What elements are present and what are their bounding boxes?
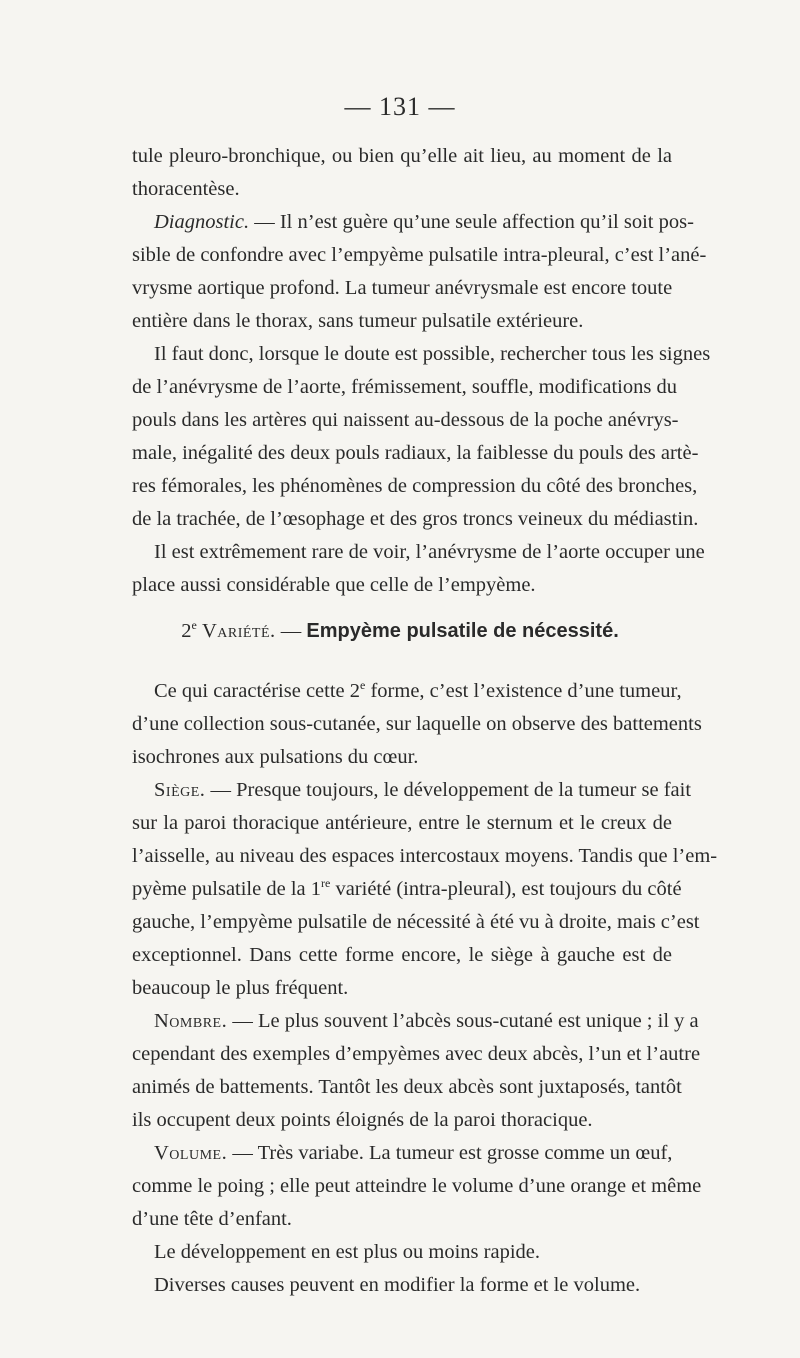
text-line: d’une tête d’enfant. — [132, 1208, 292, 1230]
text-line: place aussi considérable que celle de l’empyème. — [132, 574, 536, 596]
volume-heading: Volume. — [154, 1142, 228, 1164]
text-run: forme, c’est l’existence d’une tumeur, — [365, 680, 682, 702]
text-line: Il faut donc, lorsque le doute est possible, rechercher tous les signes — [154, 343, 711, 365]
section-heading — [0, 615, 800, 648]
text-line: comme le poing ; elle peut atteindre le volume d’une orange et même — [132, 1175, 702, 1197]
nombre-heading: Nombre. — [154, 1010, 228, 1032]
text-line — [132, 1005, 699, 1038]
text-line: de la trachée, de l’œsophage et des gros troncs veineux du médiastin. — [132, 508, 699, 530]
text-line: entière dans le thorax, sans tumeur pulsatile extérieure. — [132, 310, 584, 332]
text-line: vrysme aortique profond. La tumeur anévrysmale est encore toute — [132, 277, 673, 299]
text-line: animés de battements. Tantôt les deux abcès sont juxtaposés, tantôt — [132, 1076, 682, 1098]
text-line — [132, 206, 694, 239]
heading-ordinal-sup: e — [191, 618, 197, 633]
text-line — [132, 1137, 672, 1170]
heading-ordinal: 2 — [181, 620, 192, 642]
superscript: e — [360, 678, 366, 693]
page-number: — 131 — — [344, 92, 456, 121]
heading-label: Variété. — [201, 620, 276, 642]
text-run: variété (intra-pleural), est toujours du côté — [330, 878, 682, 900]
text-line — [132, 675, 682, 708]
text-line: sible de confondre avec l’empyème pulsatile intra-pleural, c’est l’ané- — [132, 244, 707, 266]
text-line: isochrones aux pulsations du cœur. — [132, 746, 419, 768]
text-line: de l’anévrysme de l’aorte, frémissement, souffle, modifications du — [132, 376, 677, 398]
text-line: sur la paroi thoracique antérieure, entre le sternum et le creux de — [132, 812, 672, 834]
text-line: ils occupent deux points éloignés de la paroi thoracique. — [132, 1109, 593, 1131]
siege-heading: Siège. — [154, 779, 206, 801]
diagnostic-heading: Diagnostic. — [154, 211, 250, 233]
heading-title: Empyème pulsatile de nécessité. — [306, 620, 619, 642]
text-run: — Le plus souvent l’abcès sous-cutané est unique ; il y a — [227, 1010, 699, 1032]
text-line — [132, 774, 692, 807]
text-run: — Presque toujours, le développement de la tumeur se fait — [205, 779, 692, 801]
heading-dash: — — [275, 620, 307, 642]
text-line: Il est extrêmement rare de voir, l’anévrysme de l’aorte occuper une — [154, 541, 705, 563]
text-line: l’aisselle, au niveau des espaces intercostaux moyens. Tandis que l’em- — [132, 845, 718, 867]
text-line: beaucoup le plus fréquent. — [132, 977, 349, 999]
text-run: — Très variabe. La tumeur est grosse comme un œuf, — [227, 1142, 673, 1164]
text-line: gauche, l’empyème pulsatile de nécessité à été vu à droite, mais c’est — [132, 911, 700, 933]
text-line: d’une collection sous-cutanée, sur laquelle on observe des battements — [132, 713, 702, 735]
section-diagnostic — [132, 140, 711, 602]
section-pulsatile — [132, 675, 718, 1302]
text-line: Le développement en est plus ou moins rapide. — [154, 1241, 540, 1263]
text-line: pouls dans les artères qui naissent au-dessous de la poche anévrys- — [132, 409, 679, 431]
text-line: cependant des exemples d’empyèmes avec deux abcès, l’un et l’autre — [132, 1043, 701, 1065]
text-line: exceptionnel. Dans cette forme encore, le siège à gauche est de — [132, 944, 672, 966]
text-line: male, inégalité des deux pouls radiaux, la faiblesse du pouls des artè- — [132, 442, 699, 464]
text-line: tule pleuro-bronchique, ou bien qu’elle ait lieu, au moment de la — [132, 145, 672, 167]
text-line: thoracentèse. — [132, 178, 240, 200]
text-run: — Il n’est guère qu’une seule affection qu’il soit pos- — [249, 211, 694, 233]
text-line — [132, 873, 682, 906]
text-run: pyème pulsatile de la 1 — [132, 878, 321, 900]
text-line: res fémorales, les phénomènes de compression du côté des bronches, — [132, 475, 698, 497]
text-run: Ce qui caractérise cette 2 — [154, 680, 361, 702]
text-line: Diverses causes peuvent en modifier la forme et le volume. — [154, 1274, 641, 1296]
superscript: re — [321, 876, 331, 891]
